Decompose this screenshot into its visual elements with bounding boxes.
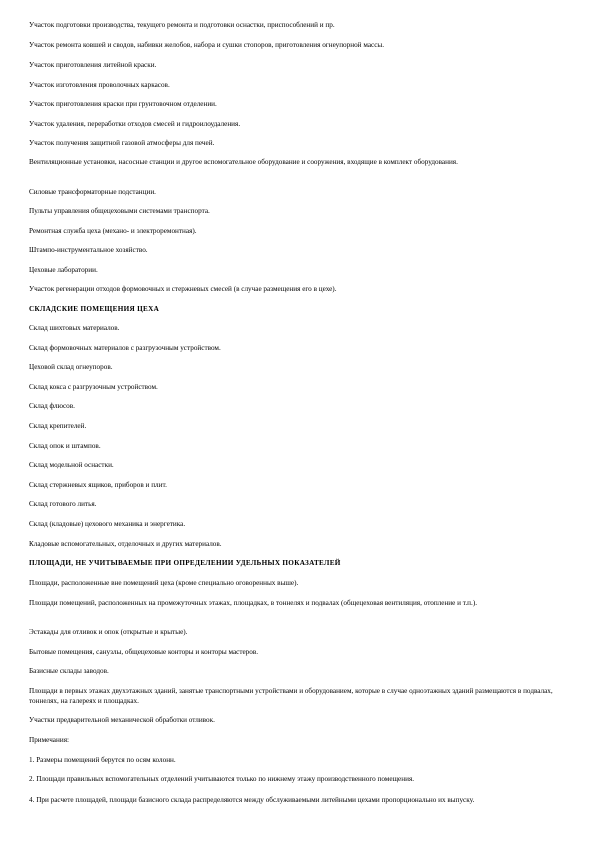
paragraph: Базисные склады заводов. (29, 667, 109, 675)
paragraph: Склад шихтовых материалов. (29, 324, 120, 332)
paragraph: Участок регенерации отходов формовочных и стержневых смесей (в случае размещения его в цехе). (29, 285, 337, 293)
paragraph: Склад крепителей. (29, 422, 87, 430)
paragraph: Штампо-инструментальное хозяйство. (29, 246, 148, 254)
paragraph: Цеховой склад огнеупоров. (29, 363, 113, 371)
paragraph: Участок приготовления краски при грунтовочном отделении. (29, 100, 217, 108)
section-heading: СКЛАДСКИЕ ПОМЕЩЕНИЯ ЦЕХА (29, 305, 160, 313)
note-item: 2. Площади правильных вспомогательных отделений учитываются только по нижнему этажу производственного помещения. (29, 775, 415, 783)
notes-heading: Примечания: (29, 736, 69, 744)
paragraph: Бытовые помещения, санузлы, общецеховые конторы и конторы мастеров. (29, 648, 259, 656)
section-heading: ПЛОЩАДИ, НЕ УЧИТЫВАЕМЫЕ ПРИ ОПРЕДЕЛЕНИИ УДЕЛЬНЫХ ПОКАЗАТЕЛЕЙ (29, 559, 341, 567)
paragraph: Эстакады для отливок и опок (открытые и крытые). (29, 628, 188, 636)
paragraph: Склад опок и штампов. (29, 442, 101, 450)
paragraph: Участок подготовки производства, текущего ремонта и подготовки оснастки, приспособлений и пр. (29, 21, 335, 29)
paragraph: Пульты управления общецеховыми системами транспорта. (29, 207, 210, 215)
note-item: 1. Размеры помещений берутся по осям колонн. (29, 756, 176, 764)
paragraph: Силовые трансформаторные подстанции. (29, 188, 156, 196)
paragraph: Площади, расположенные вне помещений цеха (кроме специально оговоренных выше). (29, 579, 299, 587)
paragraph: Склад модельной оснастки. (29, 461, 114, 469)
paragraph: Склад формовочных материалов с разгрузочным устройством. (29, 344, 221, 352)
paragraph: Участок удаления, переработки отходов смесей и гидроилоудаления. (29, 120, 241, 128)
paragraph: Площади помещений, расположенных на промежуточных этажах, площадках, в тоннелях и подвалах (общецеховая вентиляция, отопление и т.п.). (29, 599, 478, 607)
paragraph: Кладовые вспомогательных, отделочных и других материалов. (29, 540, 222, 548)
paragraph: Участки предварительной механической обработки отливок. (29, 716, 215, 724)
paragraph: Цеховые лаборатории. (29, 266, 98, 274)
paragraph: Склад стержневых ящиков, приборов и плит. (29, 481, 167, 489)
paragraph: Участок изготовления проволочных каркасов. (29, 81, 170, 89)
paragraph: Склад (кладовые) цехового механика и энергетика. (29, 520, 186, 528)
paragraph: Участок приготовления литейной краски. (29, 61, 157, 69)
paragraph: Склад готового литья. (29, 500, 97, 508)
paragraph: Вентиляционные установки, насосные станции и другое вспомогательное оборудование и сооружения, входящие в комплект оборудования. (29, 158, 458, 166)
paragraph: Участок ремонта ковшей и сводов, набивки желобов, набора и сушки стопоров, приготовления огнеупорной массы. (29, 41, 385, 49)
paragraph: Ремонтная служба цеха (механо- и электроремонтная). (29, 227, 197, 235)
paragraph: Склад флюсов. (29, 402, 75, 410)
paragraph: Склад кокса с разгрузочным устройством. (29, 383, 158, 391)
paragraph: Площади в первых этажах двухэтажных зданий, занятые транспортными устройствами и оборудованием, которые в случае одноэтажных зданий размещаются в подвалах, тоннелях, на галереях и площадках. (29, 687, 553, 705)
paragraph: Участок получения защитной газовой атмосферы для печей. (29, 139, 215, 147)
note-item: 4. При расчете площадей, площади базисного склада распределяются между обслуживаемыми литейными цехами пропорционально их выпуску. (29, 796, 475, 804)
